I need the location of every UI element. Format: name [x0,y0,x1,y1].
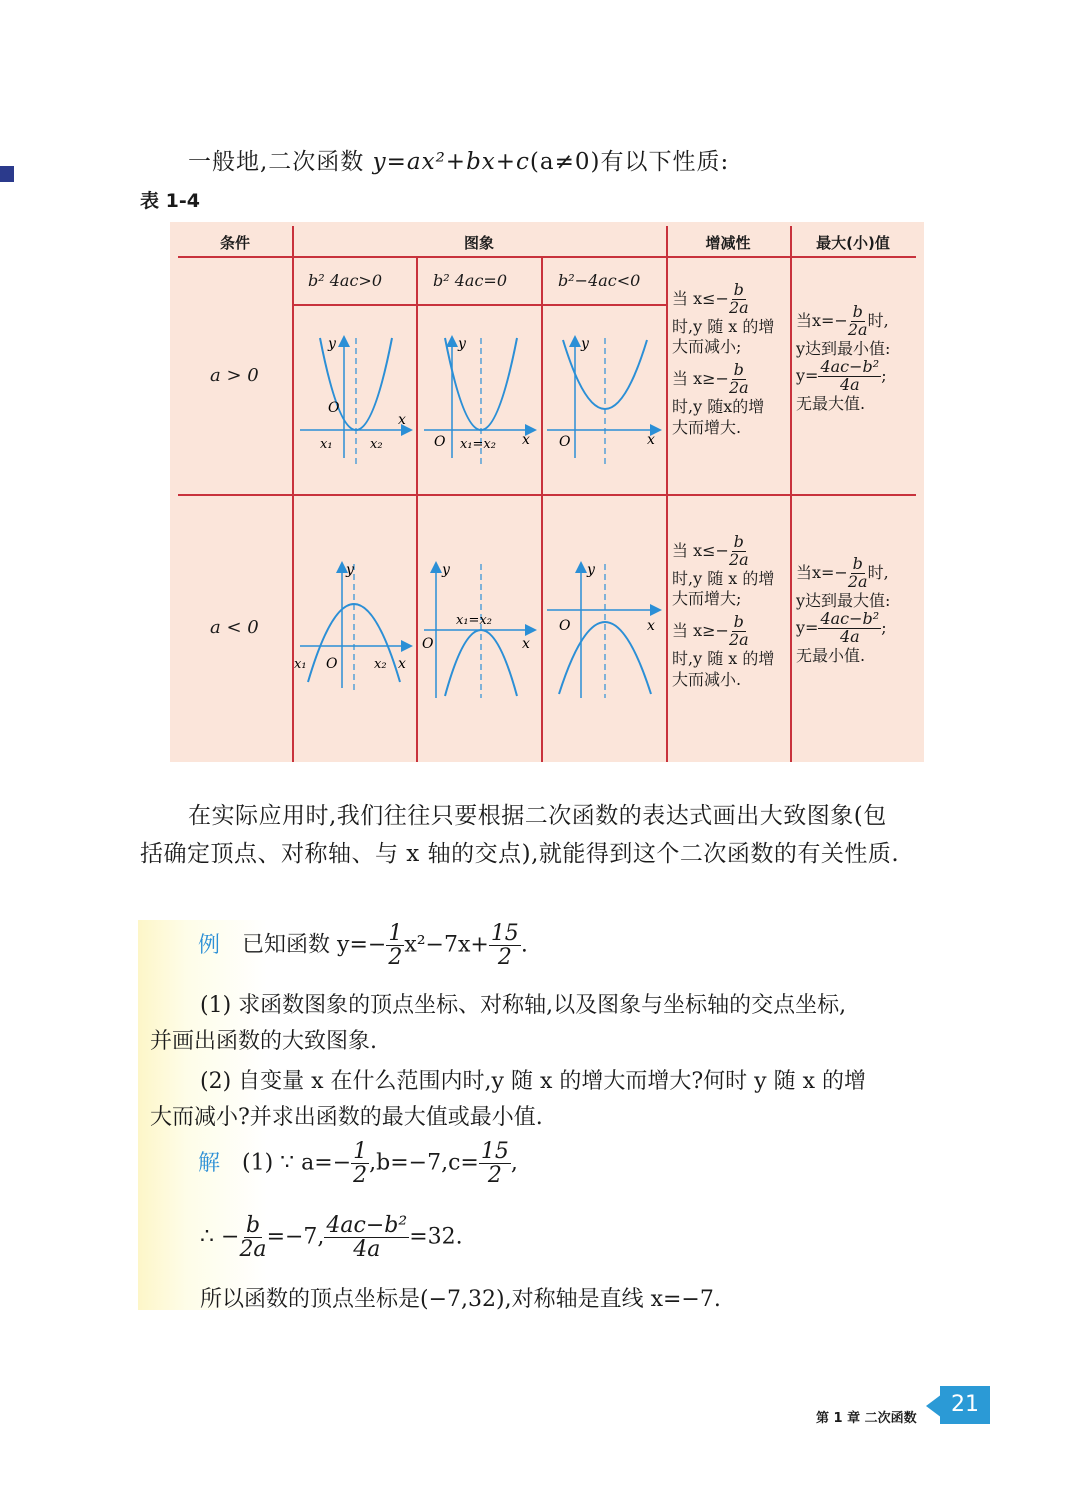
question-1-line-1: (1) 求函数图象的顶点坐标、对称轴,以及图象与坐标轴的交点坐标, [200,993,847,1018]
graph-upward-no-root [543,308,665,492]
example-label: 例 [198,932,221,958]
header-monotonicity: 增减性 [705,234,751,252]
x1-label: x₁ [294,657,307,672]
extreme-a-positive: 当x=− $\frac{b}{2a}$ 时, y达到最小值: y= $\frac{\text{4ac−b²}}{4a}$ ; 无最大值. [796,302,891,413]
x-label: x [647,618,655,634]
x1-x2-label: x₁=x₂ [456,613,492,628]
origin-label: O [422,636,434,652]
x-label: x [398,412,406,428]
fraction: $\frac{b}{2a}$ [728,360,749,397]
header-graph: 图象 [463,234,494,252]
subheader-disc-negative: b²−4ac<0 [558,271,641,290]
graph-upward-two-roots [294,308,416,492]
origin-label: O [326,656,338,672]
question-2-line-1: (2) 自变量 x 在什么范围内时,y 随 x 的增大而增大?何时 y 随 x 的增 [200,1069,866,1094]
y-label: y [346,562,354,578]
header-divider [178,256,916,258]
fraction: $\frac{b}{2a}$ [728,532,749,569]
fraction: $\frac{15}{2}$ [490,921,519,971]
origin-label: O [434,434,446,450]
header-extreme: 最大(小)值 [816,234,890,252]
y-label: y [328,336,336,352]
chapter-side-marker [0,166,14,182]
x2-label: x₂ [370,437,383,452]
subheader-divider [292,304,666,306]
origin-label: O [559,618,571,634]
paragraph-line-2: 括确定顶点、对称轴、与 x 轴的交点),就能得到这个二次函数的有关性质. [140,841,900,867]
y-label: y [458,336,466,352]
row-divider [178,494,916,496]
fraction: $\frac{b}{2a}$ [728,280,749,317]
solution-line-1: 解 (1) ∵ a=− $\frac{1}{2}$ ,b=−7,c= $\frac{15}{2}$ , [198,1139,518,1189]
graph-upward-one-root [418,308,540,492]
fraction: $\frac{b}{2a}$ [847,554,868,591]
col-divider [666,226,668,762]
x-label: x [398,656,406,672]
example-statement: 例 已知函数 y=− $\frac{1}{2}$ x²−7x+ $\frac{15}{2}$ . [198,921,528,971]
x1-x2-label: x₁=x₂ [460,437,496,452]
x-label: x [522,432,530,448]
x2-label: x₂ [374,657,387,672]
chapter-footer: 第 1 章 二次函数 [816,1411,917,1426]
col-divider [790,226,792,762]
origin-label: O [328,400,340,416]
fraction: $\frac{b}{2a}$ [847,302,868,339]
fraction: $\frac{\text{4ac−b²}}{4a}$ [326,1213,408,1263]
question-1-line-2: 并画出函数的大致图象. [150,1029,377,1054]
quadratic-formula: y=ax²+bx+c [372,149,530,175]
subheader-disc-positive: b² 4ac>0 [308,271,383,290]
graph-downward-one-root [418,558,540,742]
x-label: x [647,432,655,448]
table-label: 表 1-4 [140,190,200,212]
page-number: 21 [940,1386,990,1424]
fraction: $\frac{\text{4ac−b²}}{4a}$ [820,609,880,647]
condition-a-positive: a > 0 [210,365,259,386]
fraction: $\frac{b}{2a}$ [239,1213,267,1263]
question-2-line-2: 大而减小?并求出函数的最大值或最小值. [150,1105,543,1130]
monotonicity-a-negative: 当 x≤− $\frac{b}{2a}$ 时,y 随 x 的增 大而增大; 当 x≥− $\frac{b}{2a}$ 时,y 随 x 的增 大而减小. [672,532,775,689]
extreme-a-negative: 当x=− $\frac{b}{2a}$ 时, y达到最大值: y= $\frac{\text{4ac−b²}}{4a}$ ; 无最小值. [796,554,891,665]
header-condition: 条件 [219,234,250,252]
properties-table [170,222,924,762]
y-label: y [442,562,450,578]
solution-label: 解 [198,1150,221,1176]
graph-downward-two-roots [294,558,416,742]
y-label: y [587,562,595,578]
solution-line-2: ∴ − $\frac{b}{2a}$ =−7, $\frac{\text{4ac−b²}}{4a}$ =32. [200,1213,463,1263]
fraction: $\frac{15}{2}$ [480,1139,509,1189]
intro-line: 一般地,二次函数 y=ax²+bx+c(a≠0)有以下性质: [188,149,730,175]
condition-a-negative: a < 0 [210,617,259,638]
fraction: $\frac{b}{2a}$ [728,612,749,649]
solution-line-3: 所以函数的顶点坐标是(−7,32),对称轴是直线 x=−7. [200,1287,721,1312]
graph-downward-no-root [543,558,665,742]
fraction: $\frac{\text{4ac−b²}}{4a}$ [820,357,880,395]
monotonicity-a-positive: 当 x≤− $\frac{b}{2a}$ 时,y 随 x 的增 大而减小; 当 x≥− $\frac{b}{2a}$ 时,y 随x的增 大而增大. [672,280,775,437]
y-label: y [581,336,589,352]
paragraph-line-1: 在实际应用时,我们往往只要根据二次函数的表达式画出大致图象(包 [188,803,887,829]
fraction: $\frac{1}{2}$ [353,1139,368,1189]
origin-label: O [559,434,571,450]
fraction: $\frac{1}{2}$ [388,921,403,971]
subheader-disc-zero: b² 4ac=0 [433,271,508,290]
x1-label: x₁ [320,437,333,452]
x-label: x [522,636,530,652]
